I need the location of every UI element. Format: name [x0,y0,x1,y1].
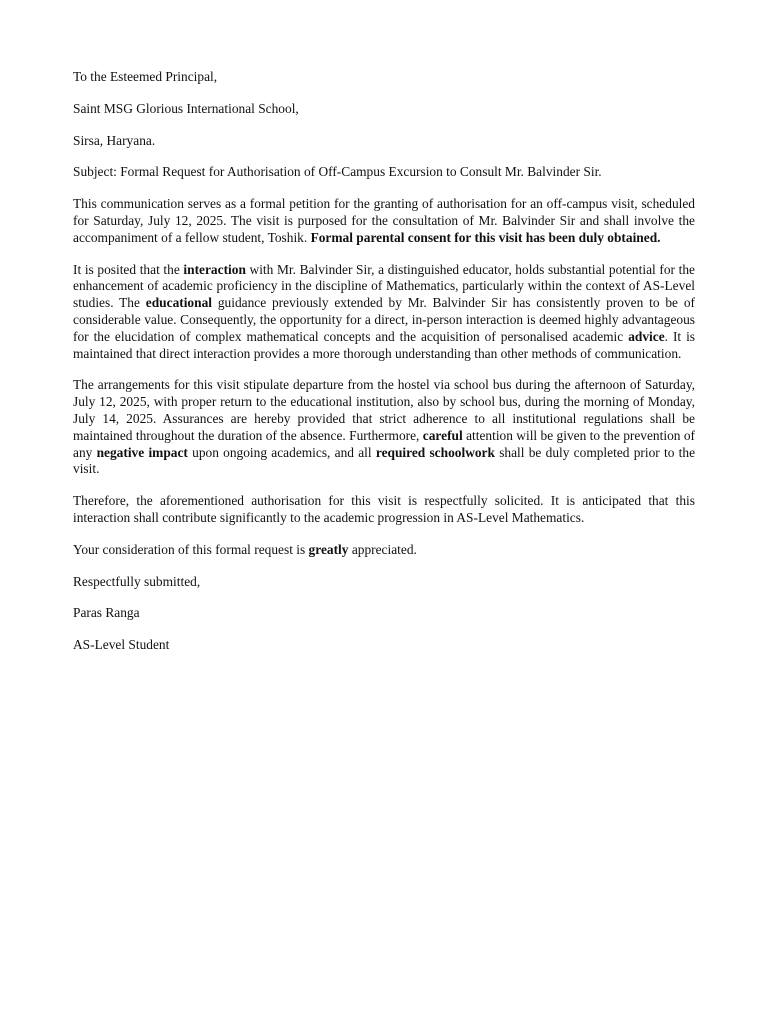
school-name: Saint MSG Glorious International School, [73,100,299,116]
paragraph-text: Your consideration of this formal request is [73,541,309,557]
paragraph-text: This communication serves as a formal petition for the granting of authorisation for an off-campus visit, scheduled for Saturday, July 12, 2025. The visit is purposed for the consultation of Mr. Balvinder Sir and shall involve the accompaniment of a fellow student, Toshik. [73,196,695,245]
school-location: Sirsa, Haryana. [73,132,156,148]
bold-text: interaction [183,261,246,277]
paragraph-arrangements [73,377,695,478]
paragraph-text: attention will be given to the prevention of any [73,427,695,460]
paragraph-text: guidance previously extended by Mr. Balvinder Sir has consistently proven to be of considerable value. Consequently, the opportunity for a direct, in-person interaction is deemed highly advantageous for the elucidation of complex mathematical concepts and the acquisition of personalised academic [73,295,695,344]
bold-text: careful [422,427,463,443]
paragraph-rationale [73,262,695,363]
bold-text: greatly [308,541,349,557]
paragraph-text: shall be duly completed prior to the visit. [73,444,696,477]
bold-text: advice [628,328,665,344]
bold-consent: Formal parental consent for this visit has been duly obtained. [310,229,661,245]
letter-body [73,69,695,669]
paragraph-text: . It is maintained that direct interaction provides a more thorough understanding than other methods of communication. [73,328,696,361]
paragraph-request [73,196,695,246]
paragraph-conclusion: Therefore, the aforementioned authorisation for this visit is respectfully solicited. It is anticipated that this interaction shall contribute significantly to the academic progression in AS-Level Mathematics. [73,493,695,525]
salutation: To the Esteemed Principal, [73,69,218,84]
signature-title: AS-Level Student [73,637,170,653]
bold-text: negative impact [96,444,188,460]
signature-name: Paras Ranga [73,605,140,621]
paragraph-text: It is posited that the [73,261,184,277]
paragraph-text: with Mr. Balvinder Sir, a distinguished educator, holds substantial potential for the enhancement of academic proficiency in the discipline of Mathematics, particularly within the context of AS-Level studies. The [73,261,695,311]
paragraph-appreciation [73,542,695,559]
bold-text: educational [145,295,212,311]
paragraph-text: The arrangements for this visit stipulate departure from the hostel via school bus during the afternoon of Saturday, July 12, 2025, with proper return to the educational institution, also by school bus, during the morning of Monday, July 14, 2025. Assurances are hereby provided that strict adherence to all institutional regulations shall be maintained throughout the duration of the absence. Furthermore, [73,377,695,443]
bold-text: required schoolwork [375,444,495,460]
paragraph-text: appreciated. [348,541,417,557]
closing: Respectfully submitted, [73,573,201,589]
subject-line: Subject: Formal Request for Authorisation of Off-Campus Excursion to Consult Mr. Balvinder Sir. [73,164,602,180]
paragraph-text: upon ongoing academics, and all [187,444,376,460]
